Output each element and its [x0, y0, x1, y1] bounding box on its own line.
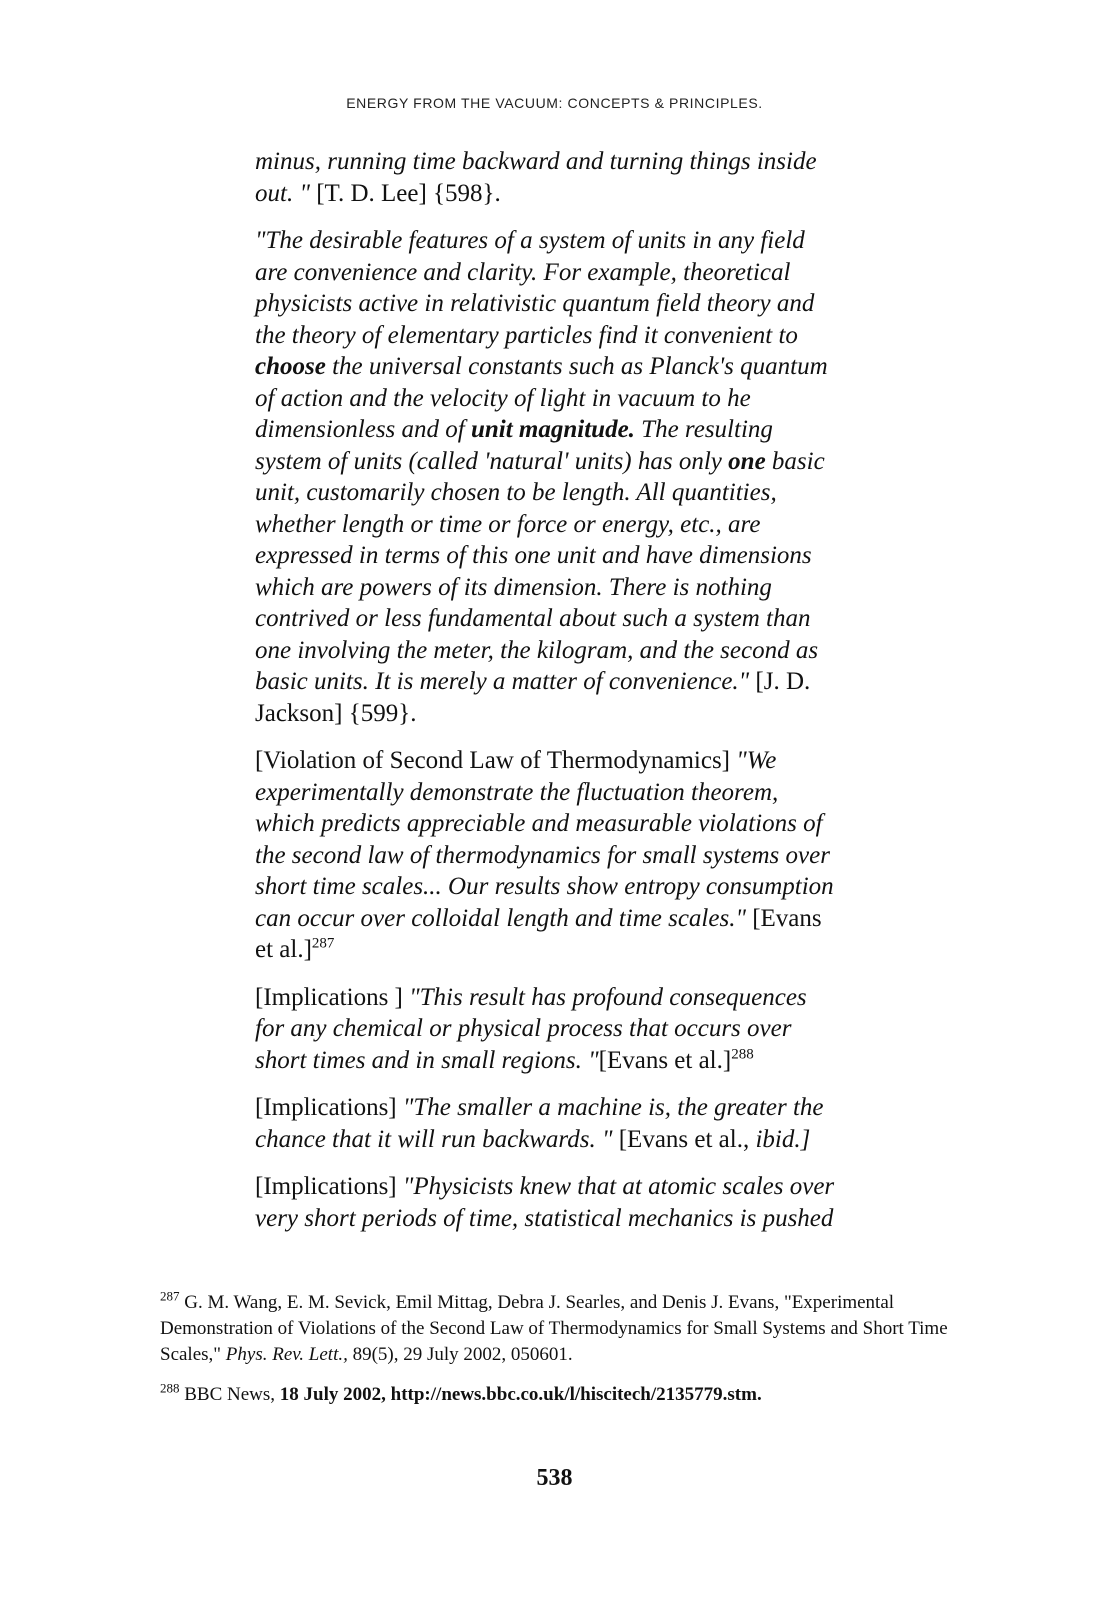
running-header: ENERGY FROM THE VACUUM: CONCEPTS & PRINCIPLES. — [346, 95, 763, 111]
text-line: expressed in terms of this one unit and have dimensions — [255, 542, 812, 569]
quote-text: "The smaller a machine is, the greater the — [396, 1094, 824, 1121]
text-line: very short periods of time, statistical mechanics is pushed — [255, 1204, 834, 1232]
text-line — [255, 745, 925, 777]
text-line: short time scales... Our results show entropy consumption — [255, 873, 834, 900]
bracket-label: [Implications] — [255, 1173, 397, 1200]
quote-text: "This result has profound consequences — [402, 983, 807, 1011]
text-line — [255, 666, 925, 698]
quote-text: basic units. It is merely a matter of convenience." — [255, 668, 750, 695]
citation: [Evans et al., — [612, 1125, 756, 1153]
text-line — [255, 446, 925, 478]
text-line: of action and the velocity of light in vacuum to he — [255, 384, 751, 412]
text-line — [255, 934, 925, 966]
text-line: minus, running time backward and turning things inside — [255, 148, 817, 175]
text-line: Jackson] {599}. — [255, 699, 417, 727]
citation-ibid: ibid.] — [755, 1125, 811, 1153]
citation: [Evans — [745, 904, 822, 932]
citation: [J. D. — [749, 668, 811, 695]
citation: [T. D. Lee] {598}. — [309, 179, 501, 207]
bracket-label: [Violation of Second Law of Thermodynamics] — [255, 747, 730, 774]
text-line — [255, 1092, 925, 1124]
citation: [Evans et al.] — [598, 1046, 732, 1074]
footnote-288 — [160, 1382, 1000, 1408]
paragraph-implications-3 — [255, 1171, 925, 1234]
footnote-text: G. M. Wang, E. M. Sevick, Emil Mittag, Debra J. Searles, and Denis J. Evans, "Experimental Demonstration of Violations of the Second Law of Thermodynamics for Small Systems and Short Time Scales," — [160, 1292, 948, 1365]
bracket-label: [Implications] — [255, 1094, 397, 1121]
text-line: the theory of elementary particles find it convenient to — [255, 321, 798, 349]
paragraph-lee-quote — [255, 146, 925, 209]
quote-text: out. " — [255, 179, 310, 207]
text-span: basic — [765, 447, 825, 475]
emphasis: one — [728, 447, 766, 475]
footnote-ref[interactable]: 287 — [311, 935, 335, 952]
footnote-url[interactable]: 18 July 2002, http://news.bbc.co.uk/l/hiscitech/2135779.stm. — [279, 1384, 762, 1405]
footnotes — [160, 1290, 1000, 1422]
journal-name: Phys. Rev. Lett., — [225, 1344, 348, 1365]
paragraph-implications-1 — [255, 982, 925, 1077]
bracket-label: [Implications ] — [255, 983, 403, 1011]
footnote-287 — [160, 1290, 1000, 1368]
citation: et al.] — [255, 936, 312, 963]
text-line: unit, customarily chosen to be length. All quantities, — [255, 479, 777, 506]
text-span: the universal constants such as Planck's quantum — [325, 353, 828, 380]
quote-text: "We — [730, 747, 777, 774]
quote-text: "Physicists knew that at atomic scales over — [396, 1173, 835, 1200]
quote-text: short times and in small regions. " — [255, 1046, 599, 1074]
footnote-number: 288 — [160, 1380, 180, 1396]
text-line — [255, 1045, 925, 1077]
quote-text: can occur over colloidal length and time scales." — [255, 904, 746, 932]
footnote-text: 89(5), 29 July 2002, 050601. — [347, 1344, 573, 1365]
text-span: dimensionless and of — [255, 416, 471, 443]
page-number: 538 — [536, 1465, 573, 1491]
body-text — [255, 146, 925, 1250]
paragraph-second-law — [255, 745, 925, 966]
text-line — [255, 1171, 925, 1203]
text-span: The resulting — [634, 416, 773, 443]
emphasis: unit magnitude. — [470, 416, 635, 443]
text-line — [255, 982, 925, 1014]
paragraph-implications-2 — [255, 1092, 925, 1155]
footnote-ref[interactable]: 288 — [731, 1046, 754, 1063]
text-line: contrived or less fundamental about such a system than — [255, 605, 811, 632]
text-line: the second law of thermodynamics for small systems over — [255, 841, 830, 869]
text-line: for any chemical or physical process that occurs over — [255, 1015, 792, 1042]
paragraph-jackson-quote — [255, 225, 925, 729]
quote-text: chance that it will run backwards. " — [255, 1125, 613, 1153]
text-line: "The desirable features of a system of units in any field — [255, 227, 805, 254]
text-line — [255, 178, 925, 210]
text-line: whether length or time or force or energy, etc., are — [255, 510, 761, 538]
text-line — [255, 1124, 925, 1156]
text-line: physicists active in relativistic quantum field theory and — [255, 290, 815, 317]
text-line — [255, 903, 925, 935]
text-line: which predicts appreciable and measurable violations of — [255, 810, 823, 837]
emphasis: choose — [255, 353, 326, 380]
text-span: system of units (called 'natural' units) has only — [255, 447, 729, 475]
text-line — [255, 414, 925, 446]
text-line: which are powers of its dimension. There is nothing — [255, 573, 772, 601]
footnote-text: BBC News, — [179, 1384, 280, 1405]
text-line: are convenience and clarity. For example, theoretical — [255, 258, 791, 286]
footnote-number: 287 — [160, 1288, 180, 1304]
text-line: experimentally demonstrate the fluctuation theorem, — [255, 778, 779, 806]
text-line: one involving the meter, the kilogram, and the second as — [255, 636, 819, 664]
text-line — [255, 351, 925, 383]
